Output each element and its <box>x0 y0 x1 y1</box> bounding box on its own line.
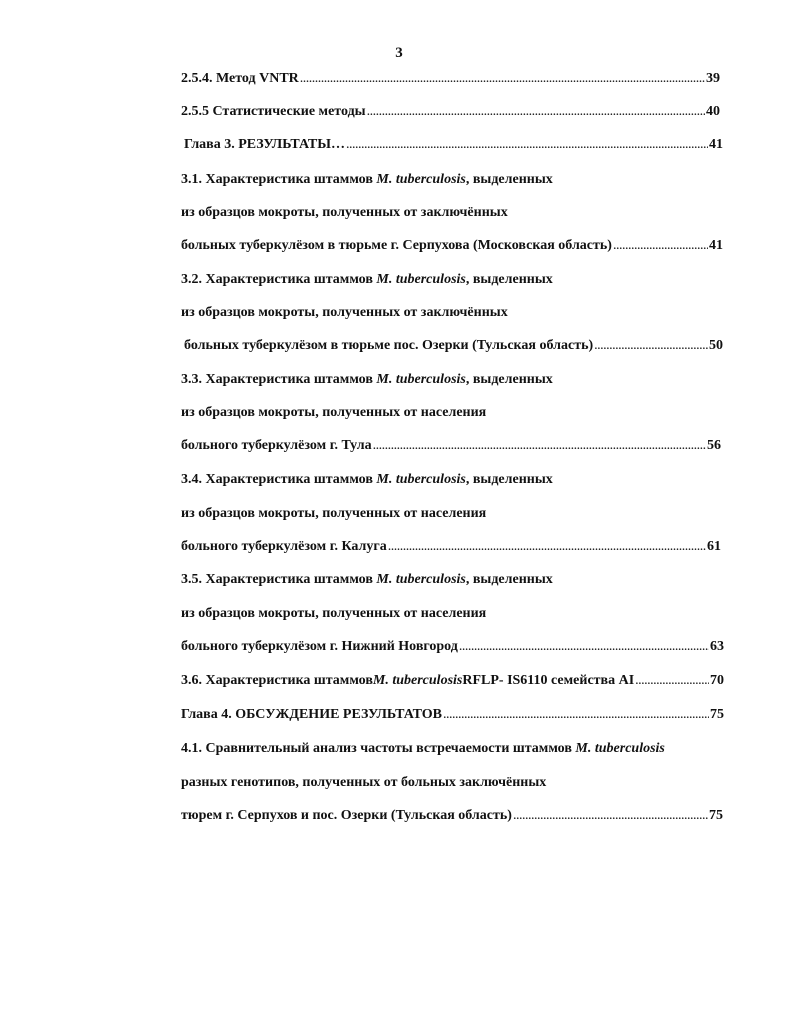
species-name: M. tuberculosis <box>376 172 466 187</box>
toc-entry-3-3-line-3: больного туберкулёзом г. Тула ..... 56 <box>181 437 721 455</box>
toc-leader <box>373 437 706 455</box>
toc-entry-3-5-line-1: 3.5. Характеристика штаммов M. tuberculosis, выделенных <box>181 572 553 587</box>
toc-entry-3-1-line-3: больных туберкулёзом в тюрьме г. Серпухова (Московская область) ..... 41 <box>181 237 723 255</box>
toc-leader <box>443 706 709 724</box>
toc-entry-page: 75 <box>710 707 724 722</box>
toc-entry-page: 41 <box>709 137 723 152</box>
toc-entry-4-1-line-3: тюрем г. Серпухов и пос. Озерки (Тульская область) ..... 75 <box>181 807 723 825</box>
toc-entry-title: 2.5.5 Статистические методы <box>181 104 366 119</box>
toc-entry-page: 39 <box>706 71 720 86</box>
toc-entry-page: 75 <box>709 808 723 823</box>
toc-leader <box>613 237 708 255</box>
toc-entry-title: 2.5.4. Метод VNTR <box>181 71 299 86</box>
toc-entry-title: Глава 3. РЕЗУЛЬТАТЫ… <box>184 137 346 152</box>
toc-leader <box>388 538 706 556</box>
toc-entry-page: 56 <box>707 438 721 453</box>
toc-entry-3-2-line-2: из образцов мокроты, полученных от заключённых <box>181 305 508 320</box>
page-number: 3 <box>395 45 403 61</box>
toc-entry-3-5-line-2: из образцов мокроты, полученных от населения <box>181 606 487 621</box>
toc-entry-4-1-line-1: 4.1. Сравнительный анализ частоты встречаемости штаммов M. tuberculosis <box>181 741 665 756</box>
toc-entry-page: 61 <box>707 539 721 554</box>
toc-entry-3-4-line-3: больного туберкулёзом г. Калуга ..... 61 <box>181 538 721 556</box>
toc-leader <box>594 337 708 355</box>
toc-entry-title: Глава 4. ОБСУЖДЕНИЕ РЕЗУЛЬТАТОВ <box>181 707 442 722</box>
species-name: M. tuberculosis <box>376 472 466 487</box>
toc-entry-chapter-4 <box>181 706 724 724</box>
toc-entry-2-5-4 <box>181 70 720 88</box>
toc-leader <box>635 672 709 690</box>
toc-entry-3-5-line-3: больного туберкулёзом г. Нижний Новгород ..... 63 <box>181 638 724 656</box>
toc-leader <box>459 638 709 656</box>
toc-entry-page: 41 <box>709 238 723 253</box>
toc-entry-3-4-line-2: из образцов мокроты, полученных от населения <box>181 506 487 521</box>
toc-leader <box>300 70 705 88</box>
species-name: M. tuberculosis <box>376 572 466 587</box>
toc-entry-3-1-line-1: 3.1. Характеристика штаммов M. tuberculosis, выделенных <box>181 172 553 187</box>
toc-entry-3-4-line-1: 3.4. Характеристика штаммов M. tuberculosis, выделенных <box>181 472 553 487</box>
toc-entry-page: 70 <box>710 673 724 688</box>
toc-entry-page: 63 <box>710 639 724 654</box>
toc-entry-3-6: 3.6. Характеристика штаммов M. tuberculosis RFLP- IS6110 семейства AI ..... 70 <box>181 672 724 690</box>
toc-entry-page: 40 <box>706 104 720 119</box>
species-name: M. tuberculosis <box>376 272 466 287</box>
toc-entry-2-5-5 <box>181 103 720 121</box>
species-name: M. tuberculosis <box>372 673 463 688</box>
toc-leader <box>367 103 705 121</box>
toc-entry-3-2-line-1: 3.2. Характеристика штаммов M. tuberculosis, выделенных <box>181 272 553 287</box>
toc-leader <box>513 807 708 825</box>
species-name: M. tuberculosis <box>376 372 466 387</box>
toc-entry-4-1-line-2: разных генотипов, полученных от больных заключённых <box>181 775 547 790</box>
species-name: M. tuberculosis <box>575 741 665 756</box>
toc-leader <box>346 136 708 154</box>
toc-entry-3-2-line-3: больных туберкулёзом в тюрьме пос. Озерки (Тульская область) ..... 50 <box>184 337 723 355</box>
toc-entry-chapter-3 <box>184 136 723 154</box>
toc-entry-page: 50 <box>709 338 723 353</box>
toc-entry-3-1-line-2: из образцов мокроты, полученных от заключённых <box>181 205 508 220</box>
toc-entry-3-3-line-1: 3.3. Характеристика штаммов M. tuberculosis, выделенных <box>181 372 553 387</box>
toc-entry-3-3-line-2: из образцов мокроты, полученных от населения <box>181 405 487 420</box>
